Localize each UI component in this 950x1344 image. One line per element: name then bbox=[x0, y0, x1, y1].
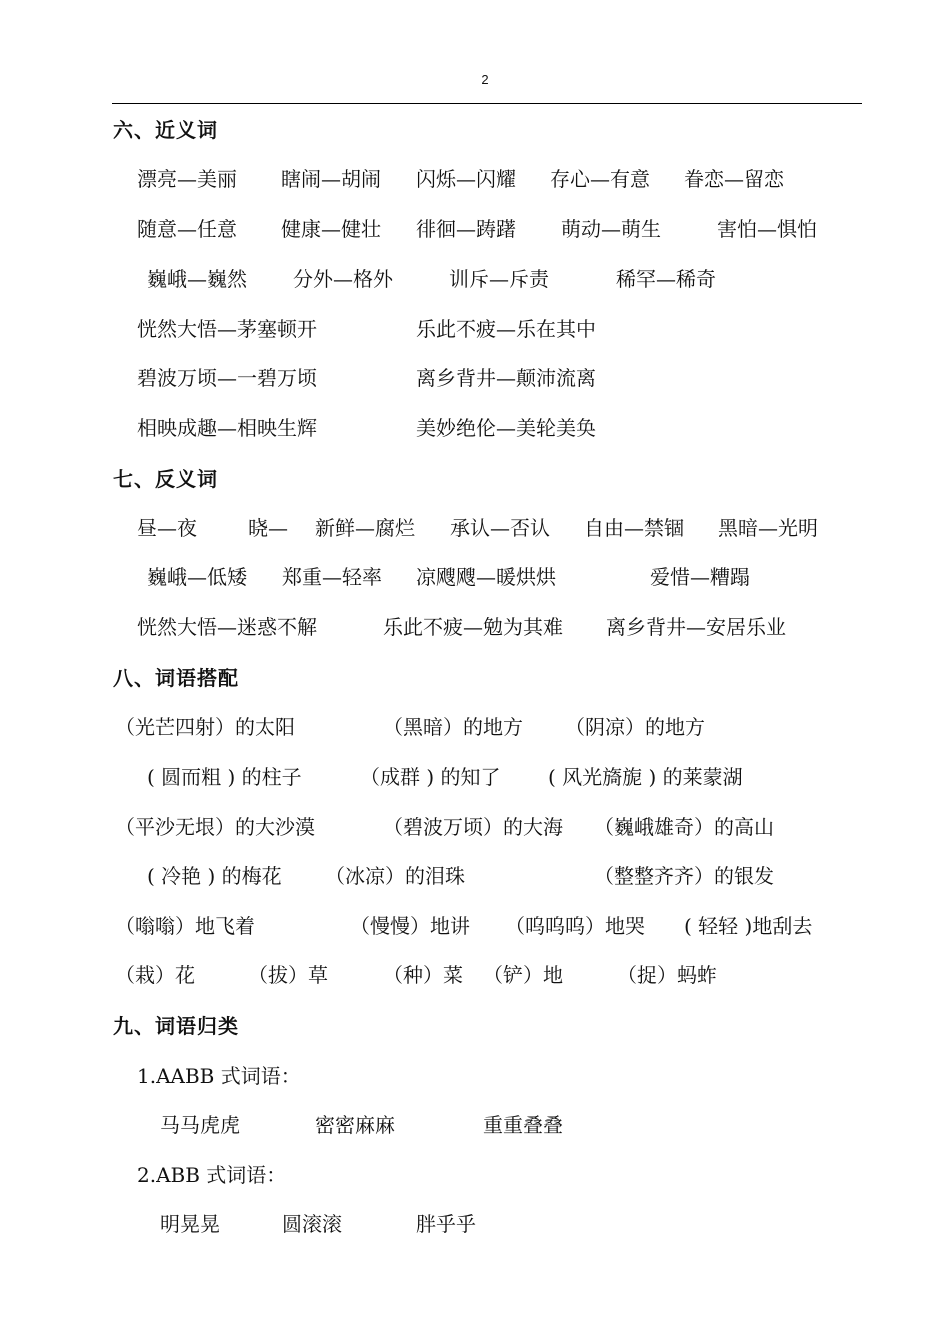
collocation: （黑暗）的地方 bbox=[383, 715, 523, 739]
collocation: （光芒四射）的太阳 bbox=[115, 715, 295, 739]
collocation: ( 冷艳 ) 的梅花 bbox=[147, 864, 282, 888]
word-pair: 乐此不疲—勉为其难 bbox=[383, 615, 563, 639]
word-pair: 离乡背井—安居乐业 bbox=[606, 615, 786, 639]
collocation: （栽）花 bbox=[115, 963, 195, 987]
word-pair: 承认—否认 bbox=[450, 516, 550, 540]
collocation: （嗡嗡）地飞着 bbox=[115, 914, 255, 938]
collocation: （整整齐齐）的银发 bbox=[594, 864, 774, 888]
categorize-heading: 九、词语归类 bbox=[113, 1014, 239, 1038]
word-pair: 碧波万顷—一碧万顷 bbox=[137, 366, 317, 390]
word: 圆滚滚 bbox=[282, 1212, 342, 1236]
collocation: （种）菜 bbox=[383, 963, 463, 987]
collocation: ( 轻轻 )地刮去 bbox=[684, 914, 813, 938]
word-pair: 恍然大悟—迷惑不解 bbox=[137, 615, 317, 639]
word: 胖乎乎 bbox=[416, 1212, 476, 1236]
word-pair: 巍峨—巍然 bbox=[147, 267, 247, 291]
abb-label: 2.ABB 式词语： bbox=[137, 1163, 287, 1187]
collocation: （巍峨雄奇）的高山 bbox=[594, 815, 774, 839]
word-pair: 徘徊—踌躇 bbox=[416, 217, 516, 241]
collocation: （平沙无垠）的大沙漠 bbox=[115, 815, 315, 839]
collocation: （碧波万顷）的大海 bbox=[383, 815, 563, 839]
collocation: （捉）蚂蚱 bbox=[617, 963, 717, 987]
collocation: （呜呜呜）地哭 bbox=[505, 914, 645, 938]
word: 马马虎虎 bbox=[160, 1113, 240, 1137]
word-pair: 乐此不疲—乐在其中 bbox=[416, 317, 596, 341]
word-pair: 巍峨—低矮 bbox=[147, 565, 247, 589]
aabb-label: 1.AABB 式词语： bbox=[137, 1064, 301, 1088]
word-pair: 凉飕飕—暖烘烘 bbox=[416, 565, 556, 589]
collocation: ( 圆而粗 ) 的柱子 bbox=[147, 765, 302, 789]
word-pair: 新鲜—腐烂 bbox=[315, 516, 415, 540]
word-pair: 闪烁—闪耀 bbox=[416, 167, 516, 191]
word-pair: 训斥—斥责 bbox=[449, 267, 549, 291]
word: 明晃晃 bbox=[160, 1212, 220, 1236]
word-pair: 郑重—轻率 bbox=[282, 565, 382, 589]
header-rule bbox=[112, 103, 862, 104]
collocation: ( 风光旖旎 ) 的莱蒙湖 bbox=[548, 765, 743, 789]
word-pair: 黑暗—光明 bbox=[718, 516, 818, 540]
word-pair: 分外—格外 bbox=[293, 267, 393, 291]
word-pair: 瞎闹—胡闹 bbox=[281, 167, 381, 191]
word: 密密麻麻 bbox=[315, 1113, 395, 1137]
word-pair: 健康—健壮 bbox=[281, 217, 381, 241]
word-pair: 萌动—萌生 bbox=[561, 217, 661, 241]
word-pair: 眷恋—留恋 bbox=[684, 167, 784, 191]
collocation: （冰凉）的泪珠 bbox=[325, 864, 465, 888]
word: 重重叠叠 bbox=[483, 1113, 563, 1137]
word-pair: 随意—任意 bbox=[137, 217, 237, 241]
word-pair: 漂亮—美丽 bbox=[137, 167, 237, 191]
collocation: （拔）草 bbox=[248, 963, 328, 987]
collocation: （阴凉）的地方 bbox=[565, 715, 705, 739]
word-pair: 害怕—惧怕 bbox=[717, 217, 817, 241]
word-pair: 相映成趣—相映生辉 bbox=[137, 416, 317, 440]
word-pair: 存心—有意 bbox=[550, 167, 650, 191]
synonyms-heading: 六、近义词 bbox=[113, 118, 218, 142]
word-pair: 昼—夜 bbox=[137, 516, 197, 540]
page-number: 2 bbox=[481, 72, 489, 87]
word-pair: 稀罕—稀奇 bbox=[616, 267, 716, 291]
word-pair: 自由—禁锢 bbox=[584, 516, 684, 540]
collocation: （成群 ) 的知了 bbox=[360, 765, 501, 789]
word-pair: 离乡背井—颠沛流离 bbox=[416, 366, 596, 390]
word-pair: 晓— bbox=[248, 516, 288, 540]
collocation: （慢慢）地讲 bbox=[350, 914, 470, 938]
collocation-heading: 八、词语搭配 bbox=[113, 666, 239, 690]
antonyms-heading: 七、反义词 bbox=[113, 467, 218, 491]
word-pair: 恍然大悟—茅塞顿开 bbox=[137, 317, 317, 341]
collocation: （铲）地 bbox=[483, 963, 563, 987]
word-pair: 爱惜—糟蹋 bbox=[650, 565, 750, 589]
word-pair: 美妙绝伦—美轮美奂 bbox=[416, 416, 596, 440]
